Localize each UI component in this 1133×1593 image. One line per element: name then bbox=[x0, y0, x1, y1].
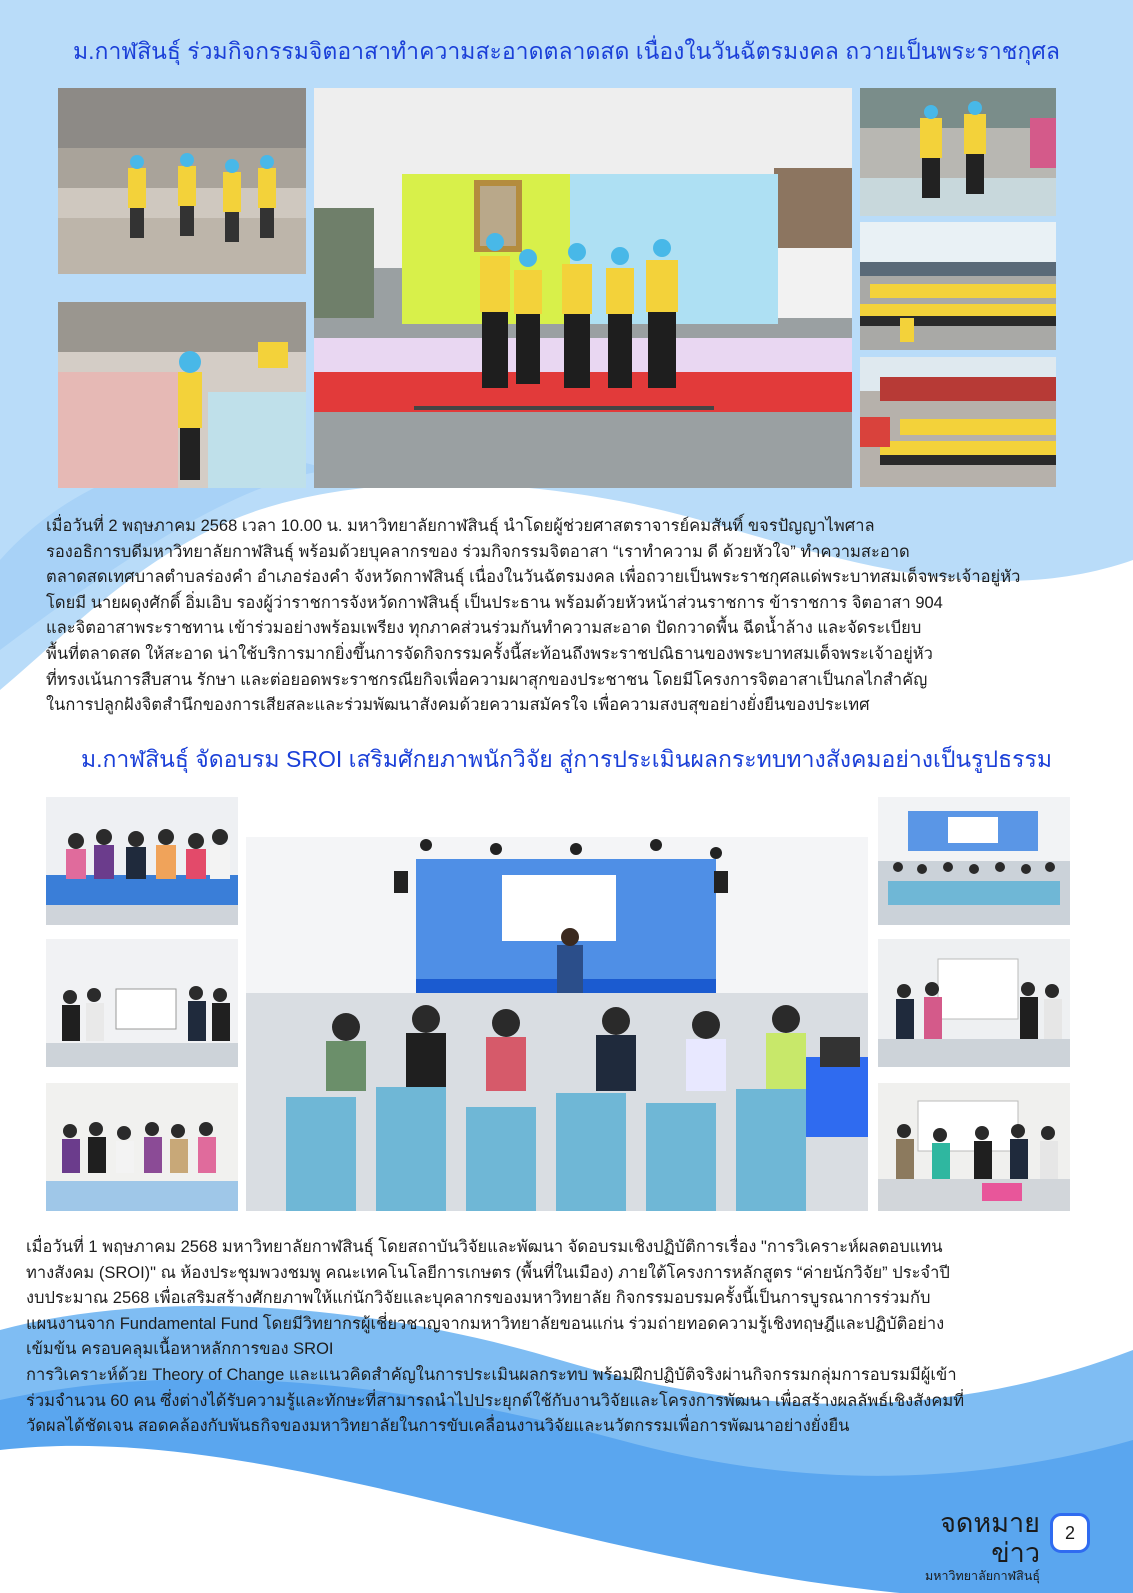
article2-line: วัดผลได้ชัดเจน สอดคล้องกับพันธกิจของมหาวิทยาลัยในการขับเคลื่อนงานวิจัยและนวัตกรรมเพื่อการพัฒนาอย่างยั่งยืน bbox=[26, 1417, 850, 1436]
photo-market-cleaning-1 bbox=[58, 88, 306, 274]
article1-line: เมื่อวันที่ 2 พฤษภาคม 2568 เวลา 10.00 น. มหาวิทยาลัยกาฬสินธุ์ นำโดยผู้ช่วยศาสตราจารย์คมสันทิ์ ขจรปัญญาไพศาล bbox=[46, 517, 875, 535]
photo-market-cleaning-2 bbox=[58, 302, 306, 488]
newsletter-label: จดหมายข่าว bbox=[940, 1508, 1040, 1568]
photo-volunteer-crowd-2 bbox=[860, 357, 1056, 487]
article2-line: งบประมาณ 2568 เพื่อเสริมสร้างศักยภาพให้แก่นักวิจัยและบุคลากรของมหาวิทยาลัย กิจกรรมอบรมครั้งนี้เป็นการบูรณาการร่วมกับ bbox=[26, 1289, 931, 1308]
article1-line: โดยมี นายผดุงศักดิ์ อิ่มเอิบ รองผู้ว่าราชการจังหวัดกาฬสินธุ์ เป็นประธาน พร้อมด้วยหัวหน้าส่วนราชการ ข้าราชการ จิตอาสา 904 bbox=[46, 593, 943, 612]
photo-workshop-group-1 bbox=[46, 797, 238, 925]
article2-line: แผนงานจาก Fundamental Fund โดยมีวิทยากรผู้เชี่ยวชาญจากมหาวิทยาลัยขอนแก่น ร่วมถ่ายทอดความรู้เชิงทฤษฎีและปฏิบัติอย่าง bbox=[26, 1314, 945, 1333]
article1-line: ในการปลูกฝังจิตสำนึกของการเสียสละและร่วมพัฒนาสังคมด้วยความสมัครใจ เพื่อความสงบสุขอย่างยั่งยืนของประเทศ bbox=[46, 696, 870, 715]
photo-workshop-discussion bbox=[878, 1083, 1070, 1211]
article1-paragraph bbox=[46, 514, 1096, 719]
photo-floor-washing bbox=[860, 88, 1056, 216]
article2-line: เมื่อวันที่ 1 พฤษภาคม 2568 มหาวิทยาลัยกาฬสินธุ์ โดยสถาบันวิจัยและพัฒนา จัดอบรมเชิงปฏิบัติการเรื่อง "การวิเคราะห์ผลตอบแทน bbox=[26, 1238, 943, 1256]
article2-title: ม.กาฬสินธุ์ จัดอบรม SROI เสริมศักยภาพนักวิจัย สู่การประเมินผลกระทบทางสังคมอย่างเป็นรูปธรรม bbox=[80, 746, 1053, 772]
article1-line: พื้นที่ตลาดสด ให้สะอาด น่าใช้บริการมากยิ่งขึ้นการจัดกิจกรรมครั้งนี้สะท้อนถึงพระราชปณิธานของพระบาทสมเด็จพระเจ้าอยู่หัว bbox=[46, 644, 933, 663]
article1-title: ม.กาฬสินธุ์ ร่วมกิจกรรมจิตอาสาทำความสะอาดตลาดสด เนื่องในวันฉัตรมงคล ถวายเป็นพระราชกุศล bbox=[72, 38, 1060, 64]
article1-line: และจิตอาสาพระราชทาน เข้าร่วมอย่างพร้อมเพรียง ทุกภาคส่วนร่วมกันทำความสะอาด ปัดกวาดพื้น ฉีดน้ำล้าง และจัดระเบียบ bbox=[46, 619, 922, 638]
newsletter-footer bbox=[905, 1508, 1040, 1584]
article2-line: ร่วมจำนวน 60 คน ซึ่งต่างได้รับความรู้และทักษะที่สามารถนำไปประยุกต์ใช้กับงานวิจัยและโครงการพัฒนา เพื่อสร้างผลลัพธ์เชิงสังคมที่ bbox=[26, 1391, 965, 1410]
article2-line: การวิเคราะห์ด้วย Theory of Change และแนวคิดสำคัญในการประเมินผลกระทบ พร้อมฝึกปฏิบัติจริงผ่านกิจกรรมกลุ่มการอบรมมีผู้เข้า bbox=[26, 1365, 957, 1384]
photo-workshop-room bbox=[246, 797, 868, 1211]
article2-line: ทางสังคม (SROI)" ณ ห้องประชุมพวงชมพู คณะเทคโนโลยีการเกษตร (พื้นที่ในเมือง) ภายใต้โครงการหลักสูตร “ค่ายนักวิจัย” ประจำปี bbox=[26, 1263, 950, 1282]
photo-volunteer-crowd-1 bbox=[860, 222, 1056, 350]
article1-line: ที่ทรงเน้นการสืบสาน รักษา และต่อยอดพระราชกรณียกิจเพื่อความผาสุกของประชาชน โดยมีโครงการจิตอาสาเป็นกลไกสำคัญ bbox=[46, 670, 928, 689]
article2-paragraph bbox=[26, 1235, 1106, 1440]
photo-volunteer-group bbox=[314, 88, 852, 488]
article1-line: รองอธิการบดีมหาวิทยาลัยกาฬสินธุ์ พร้อมด้วยบุคลากรของ ร่วมกิจกรรมจิตอาสา “เราทำความ ดี ด้วยหัวใจ” ทำความสะอาด bbox=[46, 542, 910, 561]
photo-workshop-group-2 bbox=[46, 939, 238, 1067]
article2-line: เข้มข้น ครอบคลุมเนื้อหาหลักการของ SROI bbox=[26, 1340, 334, 1359]
photo-workshop-participants bbox=[878, 797, 1070, 925]
photo-workshop-whiteboard bbox=[878, 939, 1070, 1067]
article1-line: ตลาดสดเทศบาลตำบลร่องคำ อำเภอร่องคำ จังหวัดกาฬสินธุ์ เนื่องในวันฉัตรมงคล เพื่อถวายเป็นพระราชกุศลแด่พระบาทสมเด็จพระเจ้าอยู่หัว bbox=[46, 568, 1021, 587]
page-number: 2 bbox=[1050, 1513, 1090, 1553]
photo-workshop-group-3 bbox=[46, 1083, 238, 1211]
university-label: มหาวิทยาลัยกาฬสินธุ์ bbox=[924, 1569, 1040, 1583]
